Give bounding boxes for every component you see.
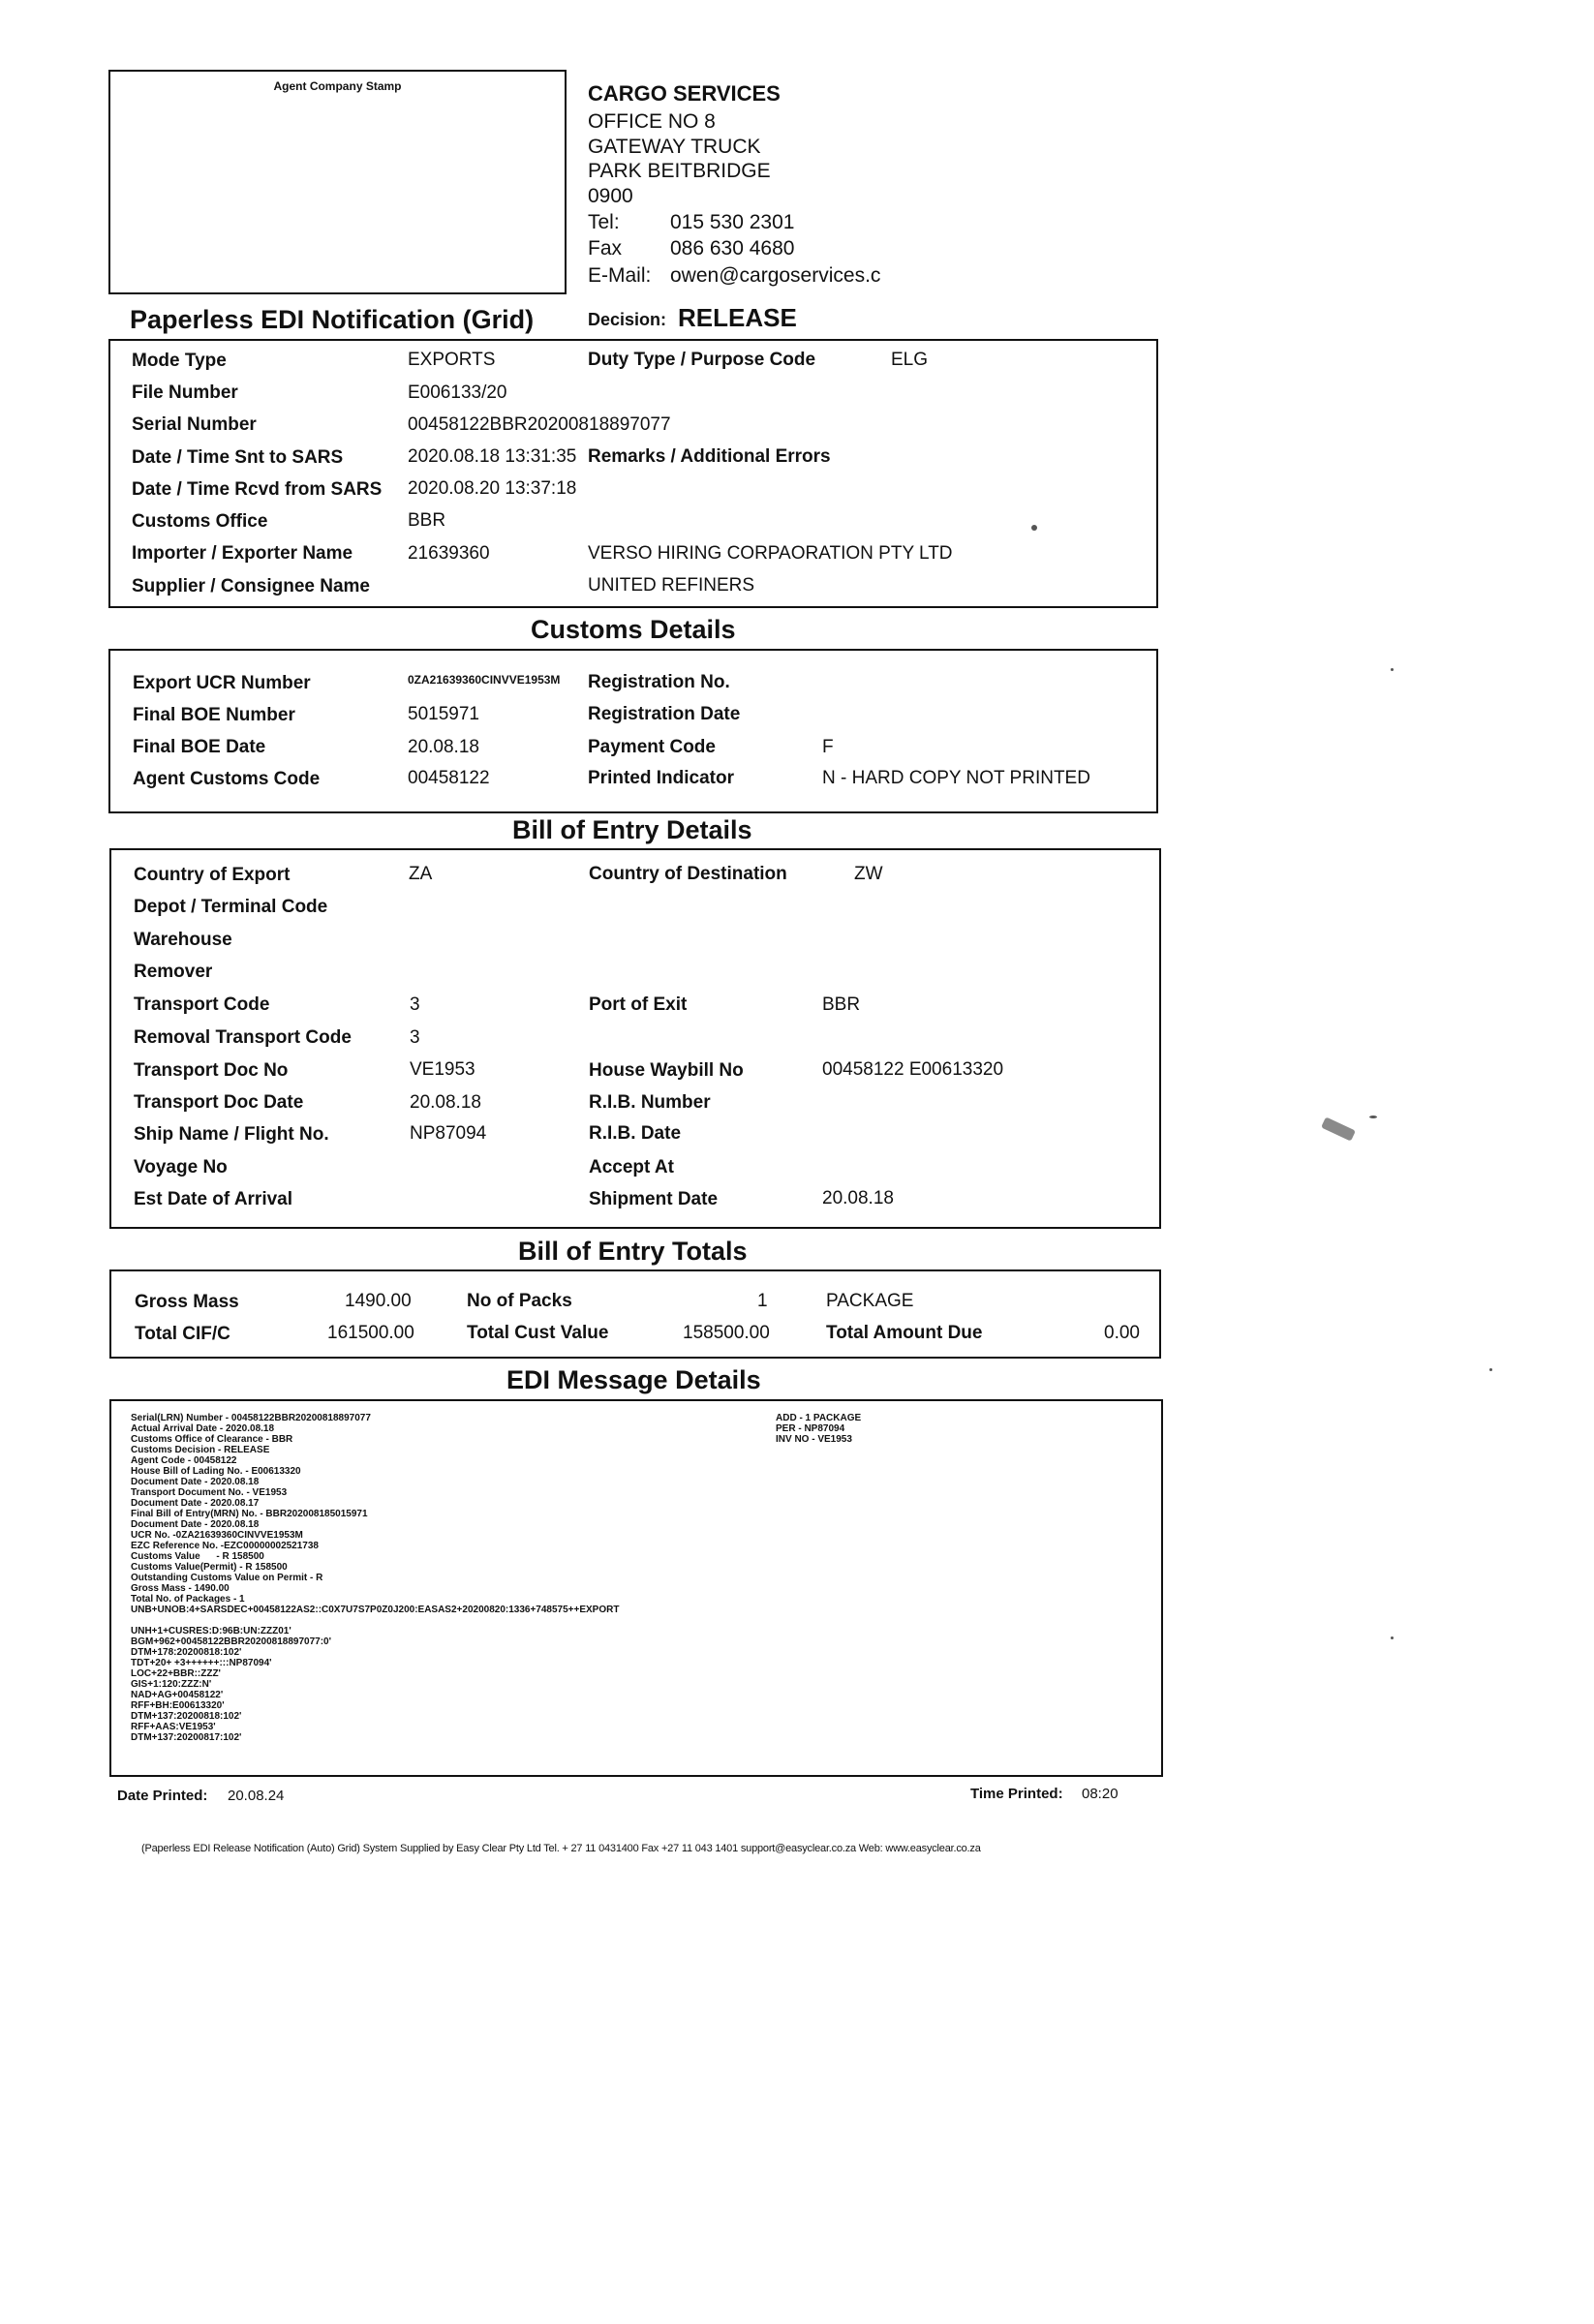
remarks-label: Remarks / Additional Errors bbox=[588, 446, 831, 467]
boe-totals-title: Bill of Entry Totals bbox=[518, 1237, 748, 1266]
total-cust-value: 158500.00 bbox=[683, 1323, 770, 1343]
printed-indicator-value: N - HARD COPY NOT PRINTED bbox=[822, 768, 1090, 788]
scan-speck bbox=[1391, 1636, 1394, 1639]
ship-name-label: Ship Name / Flight No. bbox=[134, 1124, 329, 1145]
decision-value: RELEASE bbox=[678, 303, 797, 332]
time-printed-value: 08:20 bbox=[1082, 1786, 1119, 1802]
ship-name-value: NP87094 bbox=[410, 1123, 487, 1144]
total-due-value: 0.00 bbox=[1104, 1323, 1140, 1343]
serial-number-value: 00458122BBR20200818897077 bbox=[408, 414, 671, 435]
no-packs-value: 1 bbox=[757, 1291, 768, 1311]
date-rcvd-value: 2020.08.20 13:37:18 bbox=[408, 478, 577, 499]
agent-code-value: 00458122 bbox=[408, 768, 490, 788]
total-cif-label: Total CIF/C bbox=[135, 1324, 230, 1344]
total-due-label: Total Amount Due bbox=[826, 1323, 983, 1343]
address-line-1: OFFICE NO 8 bbox=[588, 110, 716, 133]
house-waybill-value: 00458122 E00613320 bbox=[822, 1059, 1004, 1080]
company-name: CARGO SERVICES bbox=[588, 81, 781, 106]
duty-type-value: ELG bbox=[891, 350, 929, 370]
scan-speck bbox=[1489, 1368, 1492, 1371]
tel-label: Tel: bbox=[588, 211, 620, 233]
final-boe-date-value: 20.08.18 bbox=[408, 737, 479, 757]
transport-doc-date-value: 20.08.18 bbox=[410, 1092, 481, 1113]
final-boe-value: 5015971 bbox=[408, 704, 479, 724]
removal-transport-label: Removal Transport Code bbox=[134, 1027, 352, 1048]
transport-doc-date-label: Transport Doc Date bbox=[134, 1092, 304, 1113]
scan-speck bbox=[1391, 668, 1394, 671]
date-printed-value: 20.08.24 bbox=[228, 1788, 285, 1804]
importer-name: VERSO HIRING CORPAORATION PTY LTD bbox=[588, 543, 953, 564]
document-title: Paperless EDI Notification (Grid) bbox=[130, 305, 535, 334]
port-exit-value: BBR bbox=[822, 994, 861, 1015]
date-printed-label: Date Printed: bbox=[117, 1788, 208, 1804]
customs-office-value: BBR bbox=[408, 510, 446, 531]
no-packs-label: No of Packs bbox=[467, 1291, 572, 1311]
total-cust-label: Total Cust Value bbox=[467, 1323, 609, 1343]
supplier-label: Supplier / Consignee Name bbox=[132, 576, 370, 596]
warehouse-label: Warehouse bbox=[134, 930, 232, 950]
scan-speck bbox=[1369, 1116, 1377, 1118]
accept-at-label: Accept At bbox=[589, 1157, 674, 1177]
boe-totals-box bbox=[109, 1269, 1161, 1359]
edi-message-text: Serial(LRN) Number - 00458122BBR20200818897077 Actual Arrival Date - 2020.08.18 Customs Office of Clearance - BBR Customs Decision - RELEASE Agent Code - 00458122 House Bill of Lading No. - E00613320 Document Date - 2020.08.18 Transport Document No. - VE1953 Document Date - 2020.08.17 Final Bill of Entry(MRN) No. - BBR202008185015971 Document Date - 2020.08.18 UCR No. -0ZA21639360CINVVE1953M EZC Reference No. -EZC00000002521738 Customs Value - R 158500 Customs Value(Permit) - R 158500 Outstanding Customs Value on Permit - R Gross Mass - 1490.00 Total No. of Packages - 1 UNB+UNOB:4+SARSDEC+00458122AS2::C0X7U7S7P0Z0J200:EASAS2+20200820:1336+748575++EXPORT UNH+1+CUSRES:D:96B:UN:ZZZ01' BGM+962+00458122BBR20200818897077:0' DTM+178:20200818:102' TDT+20+ +3++++++:::NP87094' LOC+22+BBR::ZZZ' GIS+1:120:ZZZ:N' NAD+AG+00458122' RFF+BH:E00613320' DTM+137:20200818:102' RFF+AAS:VE1953' DTM+137:20200817:102' bbox=[131, 1413, 620, 1743]
removal-transport-value: 3 bbox=[410, 1027, 420, 1048]
transport-code-value: 3 bbox=[410, 994, 420, 1015]
address-line-3: PARK BEITBRIDGE bbox=[588, 160, 771, 182]
email-label: E-Mail: bbox=[588, 264, 652, 287]
gross-mass-label: Gross Mass bbox=[135, 1292, 239, 1312]
agent-stamp-label: Agent Company Stamp bbox=[273, 79, 402, 93]
address-line-4: 0900 bbox=[588, 185, 633, 207]
shipment-date-value: 20.08.18 bbox=[822, 1188, 894, 1208]
shipment-date-label: Shipment Date bbox=[589, 1189, 719, 1209]
country-export-value: ZA bbox=[409, 864, 433, 884]
pack-type-value: PACKAGE bbox=[826, 1291, 914, 1311]
rib-date-label: R.I.B. Date bbox=[589, 1123, 682, 1144]
date-rcvd-label: Date / Time Rcvd from SARS bbox=[132, 479, 383, 500]
rib-number-label: R.I.B. Number bbox=[589, 1092, 711, 1113]
final-boe-date-label: Final BOE Date bbox=[133, 737, 266, 757]
customs-office-label: Customs Office bbox=[132, 511, 268, 532]
house-waybill-label: House Waybill No bbox=[589, 1060, 744, 1081]
scan-smudge bbox=[1321, 1116, 1356, 1141]
registration-date-label: Registration Date bbox=[588, 704, 741, 724]
serial-number-label: Serial Number bbox=[132, 414, 257, 435]
date-snt-label: Date / Time Snt to SARS bbox=[132, 447, 344, 468]
country-dest-value: ZW bbox=[854, 864, 883, 884]
tel-value: 015 530 2301 bbox=[670, 211, 795, 233]
gross-mass-value: 1490.00 bbox=[345, 1291, 412, 1311]
fax-value: 086 630 4680 bbox=[670, 237, 795, 260]
depot-label: Depot / Terminal Code bbox=[134, 897, 328, 917]
fax-label: Fax bbox=[588, 237, 623, 260]
boe-details-title: Bill of Entry Details bbox=[512, 815, 752, 844]
final-boe-label: Final BOE Number bbox=[133, 705, 295, 725]
payment-code-value: F bbox=[822, 737, 834, 757]
printed-indicator-label: Printed Indicator bbox=[588, 768, 734, 788]
country-export-label: Country of Export bbox=[134, 865, 291, 885]
transport-doc-label: Transport Doc No bbox=[134, 1060, 289, 1081]
export-ucr-value: 0ZA21639360CINVVE1953M bbox=[408, 673, 561, 687]
total-cif-value: 161500.00 bbox=[327, 1323, 414, 1343]
agent-stamp-box bbox=[108, 70, 567, 294]
edi-message-notes: ADD - 1 PACKAGE PER - NP87094 INV NO - VE1953 bbox=[776, 1413, 862, 1445]
voyage-label: Voyage No bbox=[134, 1157, 228, 1177]
port-exit-label: Port of Exit bbox=[589, 994, 688, 1015]
edi-details-title: EDI Message Details bbox=[506, 1365, 761, 1394]
importer-label: Importer / Exporter Name bbox=[132, 543, 353, 564]
file-number-label: File Number bbox=[132, 382, 238, 403]
payment-code-label: Payment Code bbox=[588, 737, 716, 757]
file-number-value: E006133/20 bbox=[408, 382, 507, 403]
mode-type-label: Mode Type bbox=[132, 351, 227, 371]
est-arrival-label: Est Date of Arrival bbox=[134, 1189, 293, 1209]
country-dest-label: Country of Destination bbox=[589, 864, 787, 884]
scan-speck bbox=[1031, 525, 1037, 531]
time-printed-label: Time Printed: bbox=[970, 1786, 1063, 1802]
email-value: owen@cargoservices.c bbox=[670, 264, 881, 287]
export-ucr-label: Export UCR Number bbox=[133, 673, 311, 693]
remover-label: Remover bbox=[134, 962, 213, 982]
transport-code-label: Transport Code bbox=[134, 994, 270, 1015]
agent-code-label: Agent Customs Code bbox=[133, 769, 321, 789]
importer-code: 21639360 bbox=[408, 543, 490, 564]
notification-box bbox=[108, 339, 1158, 608]
registration-no-label: Registration No. bbox=[588, 672, 730, 692]
supplier-name: UNITED REFINERS bbox=[588, 575, 755, 596]
date-snt-value: 2020.08.18 13:31:35 bbox=[408, 446, 577, 467]
customs-details-title: Customs Details bbox=[531, 615, 736, 644]
mode-type-value: EXPORTS bbox=[408, 350, 496, 370]
system-supplier-line: (Paperless EDI Release Notification (Auto) Grid) System Supplied by Easy Clear Pty Ltd Tel. + 27 11 0431400 Fax +27 11 043 1401 support@easyclear.co.za Web: www.easyclear.co.za bbox=[141, 1843, 981, 1854]
address-line-2: GATEWAY TRUCK bbox=[588, 136, 761, 158]
decision-label: Decision: bbox=[588, 310, 667, 329]
duty-type-label: Duty Type / Purpose Code bbox=[588, 350, 816, 370]
transport-doc-value: VE1953 bbox=[410, 1059, 475, 1080]
